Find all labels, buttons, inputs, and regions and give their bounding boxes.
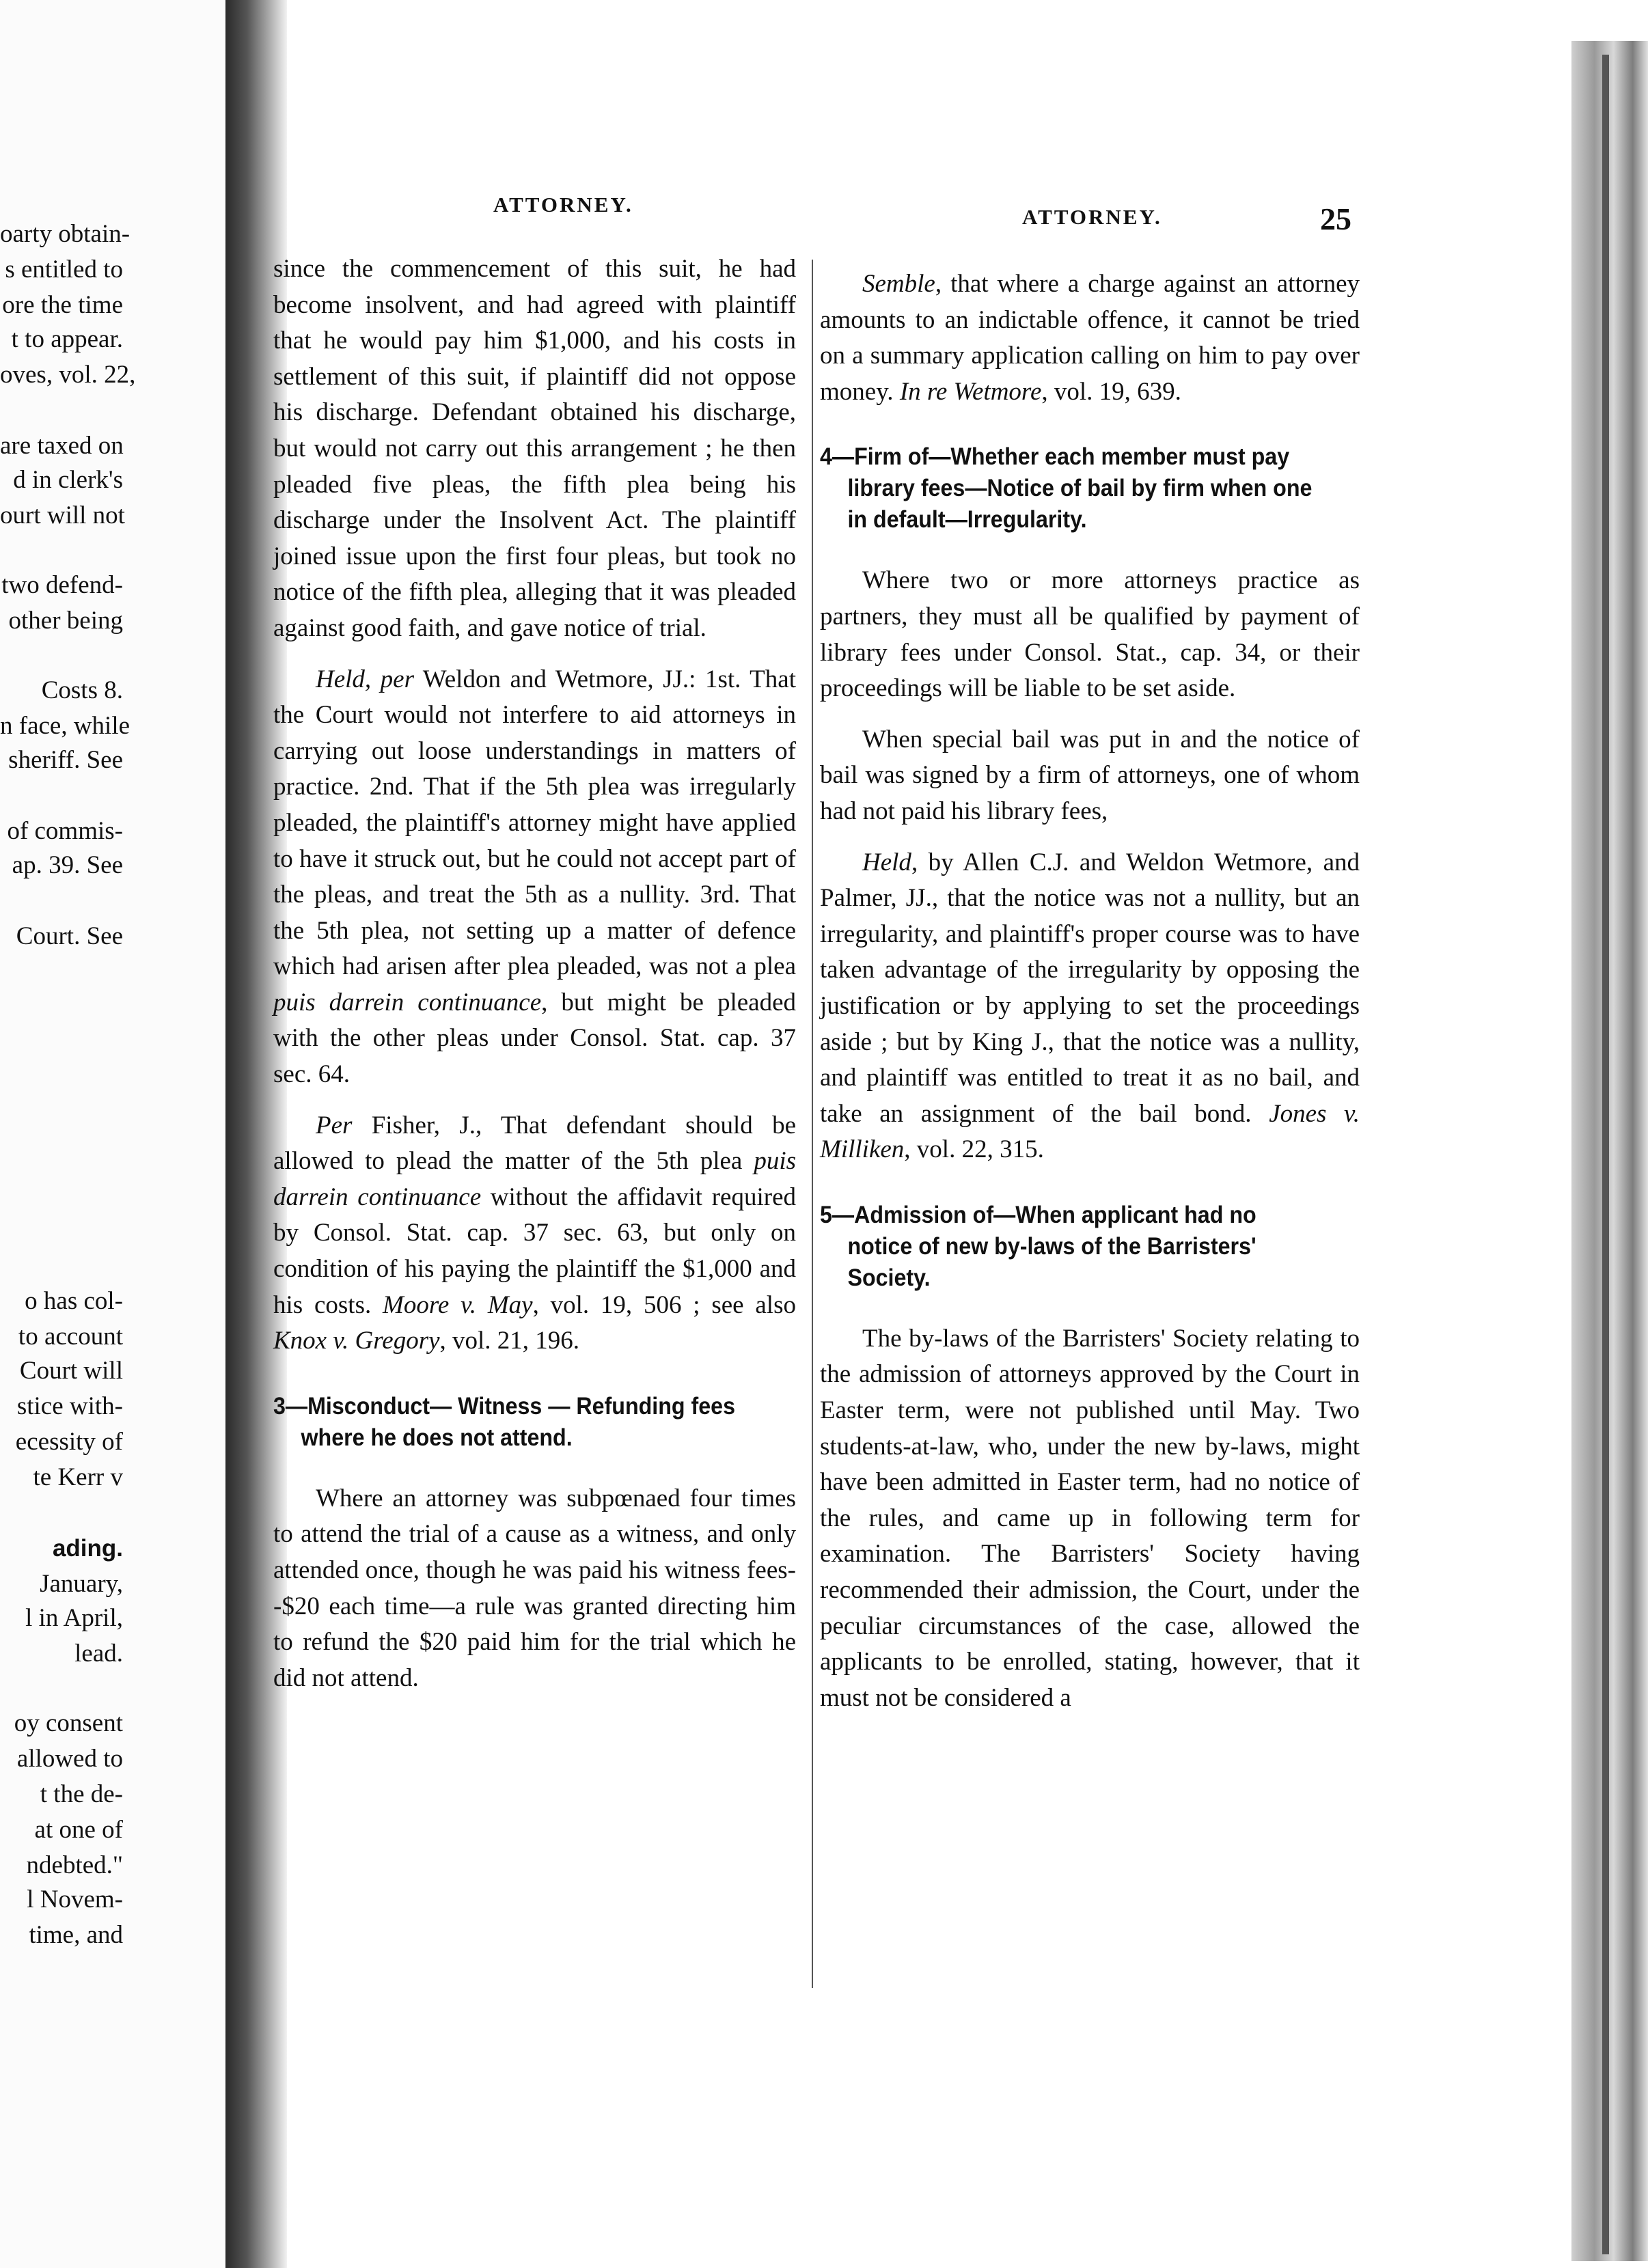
- facing-page-fragment: oves, vol. 22,: [0, 361, 136, 389]
- facing-page-fragment: of commis-: [7, 817, 123, 845]
- paragraph: Per Fisher, J., That defendant should be allowed to plead the matter of the 5th plea puis darrein continuance without the affidavit required by Consol. Stat. cap. 37 sec. 63, but only on condition of his paying the plaintiff the $1,000 and his costs. Moore v. May, vol. 19, 506 ; see also Knox v. Gregory, vol. 21, 196.: [273, 1111, 796, 1355]
- facing-page-fragment: o has col-: [25, 1287, 123, 1315]
- facing-page-fragment: to account: [18, 1323, 123, 1351]
- facing-page-fragment: ap. 39. See: [12, 851, 123, 879]
- facing-page-fragment: allowed to: [16, 1745, 123, 1773]
- running-head-right: ATTORNEY.: [1022, 205, 1162, 229]
- facing-page-fragment: January,: [40, 1570, 123, 1598]
- facing-page-fragment: lead.: [74, 1640, 123, 1668]
- column-right: [820, 266, 1360, 1716]
- facing-page-fragment: other being: [8, 607, 123, 635]
- section-heading: 5—Admission of—When applicant had no notice of new by-laws of the Barristers' Society.: [820, 1201, 1256, 1291]
- facing-page-fragment: stice with-: [16, 1392, 123, 1420]
- paragraph: Held, by Allen C.J. and Weldon Wetmore, and Palmer, JJ., that the notice was not a nullity, but an irregularity, and plaintiff's proper course was to have taken advantage of the irregularity by opposing the justification or by applying to set the proceedings aside ; but by King J., that the notice was a nullity, and plaintiff was entitled to treat it as no bail, and take an assignment of the bail bond. Jones v. Milliken, vol. 22, 315.: [820, 848, 1360, 1164]
- paragraph: Where an attorney was subpœnaed four times to attend the trial of a cause as a witness, and only attended once, though he was paid his witness fees--$20 each time—a rule was granted directing him to refund the $20 paid him for the trial which he did not attend.: [273, 1484, 796, 1692]
- facing-page-fragment: ore the time: [2, 291, 123, 319]
- facing-page-fragment: time, and: [29, 1921, 123, 1949]
- facing-page-fragment: n face, while: [0, 712, 131, 740]
- facing-page-fragment: Court. See: [16, 922, 123, 950]
- page-number: 25: [1320, 202, 1351, 236]
- paragraph: Semble, that where a charge against an attorney amounts to an indictable offence, it cannot be tried on a summary application calling on him to pay over money. In re Wetmore, vol. 19, 639.: [820, 270, 1360, 406]
- paragraph: since the commencement of this suit, he had become insolvent, and had agreed with plaintiff that he would pay him $1,000, and his costs in settlement of this suit, if plaintiff did not oppose his discharge. Defendant obtained his discharge, but would not carry out this arrangement ; he then pleaded five pleas, the fifth plea being his discharge under the Insolvent Act. The plaintiff joined issue upon the first four pleas, but took no notice of the fifth plea, alleging that it was pleaded against good faith, and gave notice of trial.: [273, 255, 796, 642]
- facing-page-fragment: oarty obtain-: [0, 220, 131, 248]
- facing-page-fragment: at one of: [34, 1816, 123, 1844]
- section-heading: 3—Misconduct— Witness — Refunding fees where he does not attend.: [273, 1392, 735, 1451]
- facing-page-fragment: t the de-: [40, 1780, 123, 1808]
- facing-page-fragment: ourt will not: [0, 501, 125, 529]
- paragraph: The by-laws of the Barristers' Society relating to the admission of attorneys approved by the Court in Easter term, were not published until May. Two students-at-law, who, under the new by-laws, might have been admitted in Easter term, had no notice of the rules, and came up in following term for examination. The Barristers' Society having recommended their admission, the Court, under the peculiar circumstances of the case, allowed the applicants to be enrolled, stating, however, that it must not be considered a: [820, 1324, 1360, 1712]
- facing-page-fragment: two defend-: [1, 571, 123, 599]
- facing-page-fragment: ndebted.": [26, 1851, 123, 1879]
- facing-page-fragment: Costs 8.: [41, 676, 123, 704]
- paragraph: Where two or more attorneys practice as partners, they must all be qualified by payment of library fees under Consol. Stat., cap. 34, or their proceedings will be liable to be set aside.: [820, 566, 1360, 703]
- facing-page-fragment: te Kerr v: [33, 1463, 123, 1491]
- running-head-left: ATTORNEY.: [493, 193, 633, 217]
- facing-page-fragment: l Novem-: [27, 1885, 123, 1913]
- page-edge: [1571, 41, 1648, 2261]
- facing-page-fragment: s entitled to: [5, 255, 123, 284]
- facing-page-fragment: Court will: [19, 1357, 123, 1385]
- column-rule: [812, 260, 813, 1988]
- page-edge-line: [1602, 55, 1609, 2254]
- facing-page-fragment: ecessity of: [15, 1428, 123, 1456]
- facing-page-fragment: sheriff. See: [8, 746, 123, 774]
- paragraph: When special bail was put in and the notice of bail was signed by a firm of attorneys, one of whom had not paid his library fees,: [820, 725, 1360, 825]
- facing-page-fragment: ading.: [52, 1535, 123, 1562]
- facing-page-fragment: t to appear.: [11, 325, 123, 353]
- paragraph: Held, per Weldon and Wetmore, JJ.: 1st. That the Court would not interfere to aid attorneys in carrying out loose understandings in matters of practice. 2nd. That if the 5th plea was irregularly pleaded, the plaintiff's attorney might have applied to have it struck out, but he could not accept part of the pleas, and treat the 5th as a nullity. 3rd. That the 5th plea, not setting up a matter of defence which had arisen after plea pleaded, was not a plea puis darrein continuance, but might be pleaded with the other pleas under Consol. Stat. cap. 37 sec. 64.: [273, 665, 796, 1089]
- column-left: [273, 251, 796, 1696]
- facing-page-fragment: l in April,: [25, 1604, 123, 1632]
- facing-page-fragment: d in clerk's: [13, 466, 123, 494]
- facing-page-fragment: are taxed on: [0, 432, 124, 460]
- section-heading: 4—Firm of—Whether each member must pay library fees—Notice of bail by firm when one in default—Irregularity.: [820, 443, 1313, 534]
- facing-page-fragment: oy consent: [14, 1709, 123, 1737]
